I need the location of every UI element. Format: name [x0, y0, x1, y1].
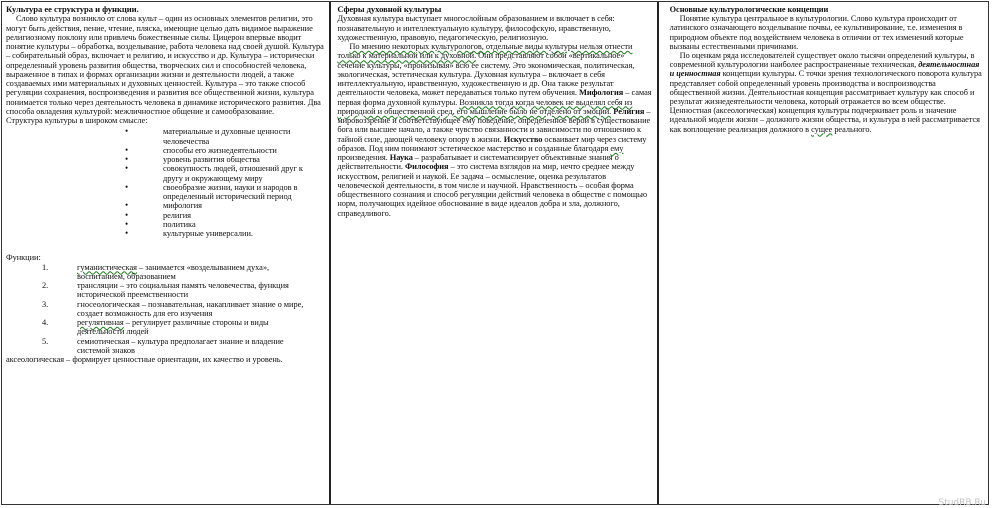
list-item: • культурные универсалии.: [6, 229, 326, 238]
paragraph: Духовная культура выступает многослойным образованием и включает в себя: познавательную и интеллектуальную культуру, философскую, нравственную, художественную, правовую, педагогическую, религиозную.: [337, 14, 615, 42]
text: По оценкам ряда исследователей существует около тысячи определений культуры, в современной культурологии наиболее распространенные техническая,: [669, 51, 975, 70]
list-item: • политика: [6, 220, 326, 229]
function-text: гносеологическая – познавательная, накапливает знание о мире, создает возможность для его изучения: [77, 299, 304, 318]
underlined-text: По мнению некоторых культурологов, отдельные виды культуры нельзя отнести только к материальной или к духовной.: [337, 42, 633, 61]
paragraph: Понятие культура центральное в культурологии. Слово культура происходит от латинского означающего возделывание почвы, ее культивирование, т.е. изменения в природном объекте под воздействием человека в отличии от тех изменений которые вызваны естественными причинами.: [669, 14, 964, 51]
function-number: 2.: [42, 281, 49, 291]
function-item: [6, 337, 326, 356]
list-item: • своеобразие жизни, науки и народов в определенный исторический период: [6, 183, 326, 202]
content-table: [1, 1, 989, 505]
list-item: • мифология: [6, 201, 326, 210]
list-item: • уровень развития общества: [6, 155, 326, 164]
column-culture-structure: [2, 2, 331, 504]
function-term: гуманистическая: [77, 262, 137, 272]
text: – самая первая форма духовной культуры.: [337, 88, 652, 107]
term-art: Искусство: [503, 134, 543, 144]
text: Они представляют собой «вертикальное» сечение культуры, «пронизывая» всю ее систему. Это экономическая, политическая, экологическая, эстетическая культура. Духовная культура – включает в себя интеллектуальную, нравственную, художественную и др. Она также результат деятельности человека, может передаваться только путем обучения.: [337, 51, 635, 98]
list-item: • материальные и духовные ценности человечества: [6, 127, 326, 146]
structure-heading: Структура культуры в широком смысле:: [6, 116, 148, 126]
list-item: • совокупность людей, отношений друг к другу и окружающему миру: [6, 164, 326, 183]
functions-heading: Функции:: [6, 253, 41, 263]
underlined-text: Возникла тогда когда человек не выделял себя из природной и общественной сред, его мышление было не отделено от эмоций.: [337, 97, 633, 116]
function-item: [6, 263, 326, 282]
paragraph: [670, 51, 984, 134]
underlined-text: сущее: [811, 124, 833, 134]
list-item: • религия: [6, 211, 326, 220]
text: произведения.: [337, 153, 390, 163]
function-term: регулятивная: [77, 318, 124, 328]
function-text: – занимается «возделыванием духа», воспитанием, образованием: [77, 262, 270, 281]
function-text: – регулирует различные стороны и виды деятельности людей: [77, 318, 269, 337]
list-item: • способы его жизнедеятельности: [6, 146, 326, 155]
column-spiritual-culture: [331, 2, 658, 504]
term-philosophy: Философия: [405, 162, 449, 172]
function-number: 3.: [42, 299, 49, 309]
structure-list: [6, 127, 326, 238]
intro-paragraph: Слово культура возникло от слова культ – один из основных элементов религии, это могут быть действия, пение, чтение, пляска, имеющие целью дать видимое выражение религиозному поклону или привлечь божественные силы. Цицерон впервые вводит понятие культуры – обработка, возделывание, работа человека над своей душой. Культура – собирательный образ, включает и религию, и искусство и др. Культура – исторически определенный уровень развития общества, творческих сил и способностей человека, выраженное в типах и формах организации жизни и деятельности людей, а также создаваемых ими материальных и духовных ценностей. Культура – это также способ регуляции сохранения, воспроизведения и развития все общественной жизни, культура понимается только через деятельность человека в динамике исторического развития. Два способа овладения культурой: межличностное общение и самообразование.: [6, 14, 324, 116]
text: концепции культуры. С точки зрения технологического поворота культура представляет собой определенный уровень производства и воспроизводства общественной жизни. Деятельностная концепция рассматривает культуру как способ и результат жизнедеятельности человека, который отражается во всем обществе. Ценностная (аксеологическая) концепция культуры подчеркивает роль и значение идеальной модели жизни – должного жизни общества, и культура в ней рассматривается как воплощение реализация должного в: [669, 69, 982, 134]
column-title: Культура ее структура и функции.: [6, 4, 139, 14]
function-text: семиотическая – культура предполагает знание и владение системой знаков: [77, 336, 284, 355]
function-number: 5.: [42, 336, 49, 346]
function-number: 4.: [42, 318, 49, 328]
function-item: [6, 281, 326, 300]
column-title: Основные культурологические концепции: [669, 5, 829, 14]
text: – это система взглядов на мир, нечто среднее между искусством, религией и наукой. Ее задача – осмысление, оценка результатов человеческой деятельности, в том числе и научной. Нравственность – особая форма общественного сознания и способ регуляции действий человека в обществе с помощью норм, получающих идейное обоснование в виде идеалов добра и зла, должного, справедливого.: [337, 162, 648, 218]
function-item: [6, 300, 326, 319]
function-text: трансляции – это социальная память человечества, функция исторической преемственности: [77, 281, 289, 300]
term-mythology: Мифология: [579, 88, 624, 98]
function-number: 1.: [42, 262, 49, 272]
column-title: Сферы духовной культуры: [337, 4, 442, 14]
functions-list: [6, 263, 326, 356]
underlined-text: ему: [610, 143, 624, 153]
text: осваивает мир через систему образов. Под ним понимают эстетическое мастерство и созданные благодаря: [337, 134, 647, 153]
paragraph: [337, 42, 653, 218]
text: – разрабатывает и систематизирует объективные знания о действительности.: [337, 153, 619, 172]
watermark: StudRB.Ru: [938, 498, 986, 508]
term-religion: Религия: [613, 106, 645, 116]
term-science: Наука: [389, 153, 413, 163]
column-concepts: [659, 2, 988, 504]
function-item: [6, 318, 326, 337]
axiological-function: аксеологическая – формирует ценностные ориентации, их качество и уровень.: [6, 355, 283, 365]
text: реального.: [832, 124, 872, 134]
text: – мировоззрение и соответствующее ему поведение, определенное верой в существование бога или высшее начало, а также чувство связанности и зависимости по отношению к тайной силе, дающей человеку опору в жизни.: [337, 106, 651, 144]
emphasis: деятельностная и ценностная: [669, 60, 980, 79]
